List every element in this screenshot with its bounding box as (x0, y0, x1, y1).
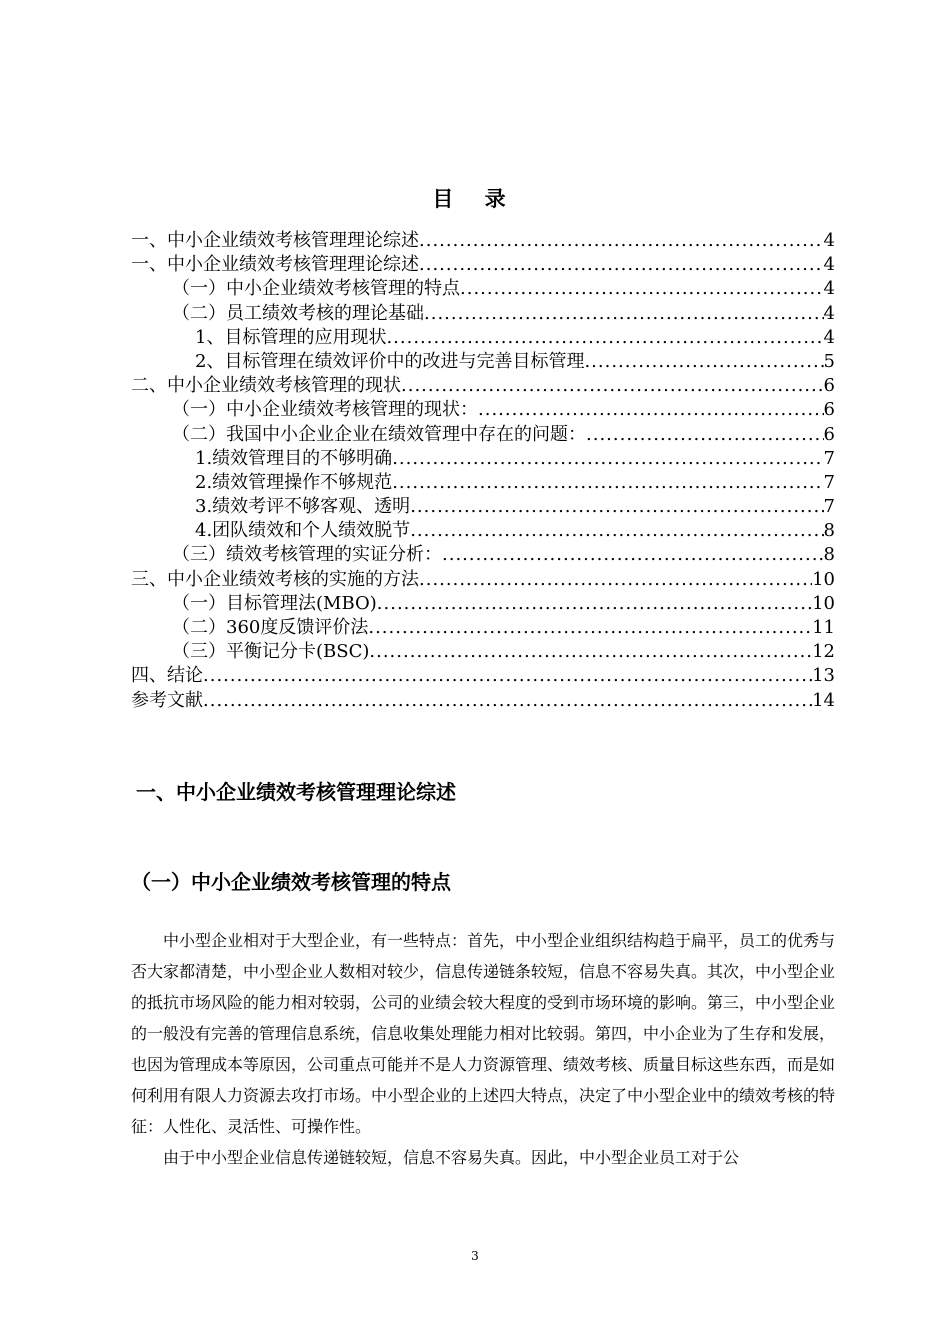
toc-entry[interactable] (131, 664, 835, 688)
toc-entry-label: 1.绩效管理目的不够明确 (195, 447, 393, 469)
toc-entry[interactable] (131, 568, 835, 592)
toc-entry-label: 2、目标管理在绩效评价中的改进与完善目标管理 (195, 350, 585, 372)
toc-entry-page: 7 (823, 496, 835, 518)
toc-entry-page: 6 (823, 399, 835, 421)
toc-entry-page: 11 (812, 617, 835, 638)
toc-entry-label: 三、中小企业绩效考核的实施的方法 (131, 568, 419, 590)
toc-entry[interactable] (131, 447, 835, 471)
toc-entry-label: 一、中小企业绩效考核管理理论综述 (131, 230, 419, 251)
toc-entry-label: 二、中小企业绩效考核管理的现状 (131, 375, 401, 397)
toc-entry-page: 6 (823, 375, 835, 397)
toc-entry-page: 7 (823, 471, 835, 493)
toc-entry-page: 4 (823, 278, 835, 300)
toc-entry[interactable] (131, 350, 835, 374)
toc-leader-dots (586, 423, 824, 447)
toc-entry-label: 一、中小企业绩效考核管理理论综述 (131, 254, 419, 276)
toc-entry-page: 5 (823, 350, 835, 372)
toc-leader-dots (392, 471, 823, 495)
section-subheading: （一）中小企业绩效考核管理的特点 (131, 870, 451, 894)
toc-entry-label: 2.绩效管理操作不够规范 (195, 471, 393, 493)
toc-entry-label: （一）中小企业绩效考核管理的现状： (172, 399, 478, 421)
toc-entry[interactable] (131, 495, 835, 519)
toc-leader-dots (369, 640, 812, 664)
toc-entry-label: （二）360度反馈评价法 (172, 617, 369, 638)
toc-entry[interactable] (131, 302, 835, 326)
section-heading: 一、中小企业绩效考核管理理论综述 (136, 780, 456, 804)
paragraph: 中小型企业相对于大型企业，有一些特点：首先，中小型企业组织结构趋于扁平，员工的优秀与否大家都清楚，中小型企业人数相对较少，信息传递链条较短，信息不容易失真。其次，中小型企业的抵抗市场风险的能力相对较弱，公司的业绩会较大程度的受到市场环境的影响。第三，中小型企业的一般没有完善的管理信息系统，信息收集处理能力相对比较弱。第四，中小企业为了生存和发展，也因为管理成本等原因，公司重点可能并不是人力资源管理、绩效考核、质量目标这些东西，而是如何利用有限人力资源去攻打市场。中小型企业的上述四大特点，决定了中小型企业中的绩效考核的特征：人性化、灵活性、可操作性。 (131, 931, 836, 1136)
toc-entry-page: 8 (823, 520, 835, 542)
toc-entry-page: 4 (823, 326, 835, 348)
toc-entry-page: 12 (812, 641, 835, 663)
toc-entry[interactable] (131, 398, 835, 422)
toc-entry[interactable] (131, 543, 835, 567)
toc-entry-label: （二）员工绩效考核的理论基础 (172, 302, 424, 324)
toc-leader-dots (377, 592, 812, 616)
toc-leader-dots (203, 689, 812, 713)
toc-entry-page: 14 (812, 689, 835, 711)
toc-entry[interactable] (131, 689, 835, 713)
toc-entry[interactable] (131, 423, 835, 447)
toc-leader-dots (410, 519, 823, 543)
toc-leader-dots (424, 302, 824, 326)
toc-entry-label: （三）绩效考核管理的实证分析： (172, 544, 442, 566)
body-text (131, 925, 835, 1173)
toc-leader-dots (203, 664, 812, 688)
toc-leader-dots (401, 374, 824, 398)
toc-entry[interactable] (131, 229, 835, 253)
toc-leader-dots (410, 495, 823, 519)
toc-leader-dots (419, 229, 824, 253)
toc-entry[interactable] (131, 326, 835, 350)
toc-entry-label: （二）我国中小企业企业在绩效管理中存在的问题： (172, 423, 586, 445)
toc-entry-label: 4.团队绩效和个人绩效脱节 (195, 520, 411, 542)
toc-entry-label: 1、目标管理的应用现状 (195, 326, 387, 348)
toc-entry[interactable] (131, 519, 835, 543)
toc-leader-dots (392, 447, 823, 471)
page-number: 3 (471, 1249, 479, 1263)
toc-entry-page: 4 (823, 254, 835, 276)
toc-leader-dots (460, 277, 824, 301)
toc-entry-label: （一）中小企业绩效考核管理的特点 (172, 278, 460, 300)
table-of-contents (131, 229, 835, 713)
paragraph: 由于中小型企业信息传递链较短，信息不容易失真。因此，中小型企业员工对于公 (163, 1148, 740, 1167)
toc-leader-dots (442, 543, 824, 567)
toc-entry-page: 4 (823, 302, 835, 324)
toc-entry-label: （一）目标管理法(MBO) (172, 592, 377, 614)
toc-title: 目 录 (432, 187, 518, 211)
toc-entry-page: 10 (812, 592, 835, 614)
toc-leader-dots (584, 350, 823, 374)
toc-entry-page: 6 (823, 423, 835, 445)
toc-entry[interactable] (131, 374, 835, 398)
toc-entry[interactable] (131, 616, 835, 640)
toc-entry-label: （三）平衡记分卡(BSC) (172, 641, 370, 663)
toc-entry[interactable] (131, 253, 835, 277)
toc-leader-dots (368, 616, 812, 640)
toc-entry-page: 4 (823, 230, 835, 251)
toc-leader-dots (419, 568, 812, 592)
toc-leader-dots (419, 253, 824, 277)
toc-entry-page: 13 (812, 665, 835, 687)
toc-entry-page: 7 (823, 447, 835, 469)
toc-entry-label: 3.绩效考评不够客观、透明 (195, 496, 411, 518)
toc-entry-label: 参考文献 (131, 689, 203, 711)
toc-entry[interactable] (131, 640, 835, 664)
toc-entry-label: 四、结论 (131, 665, 203, 687)
toc-entry[interactable] (131, 277, 835, 301)
toc-entry[interactable] (131, 471, 835, 495)
toc-entry-page: 10 (812, 568, 835, 590)
toc-entry[interactable] (131, 592, 835, 616)
toc-leader-dots (386, 326, 823, 350)
toc-entry-page: 8 (823, 544, 835, 566)
toc-leader-dots (478, 398, 824, 422)
